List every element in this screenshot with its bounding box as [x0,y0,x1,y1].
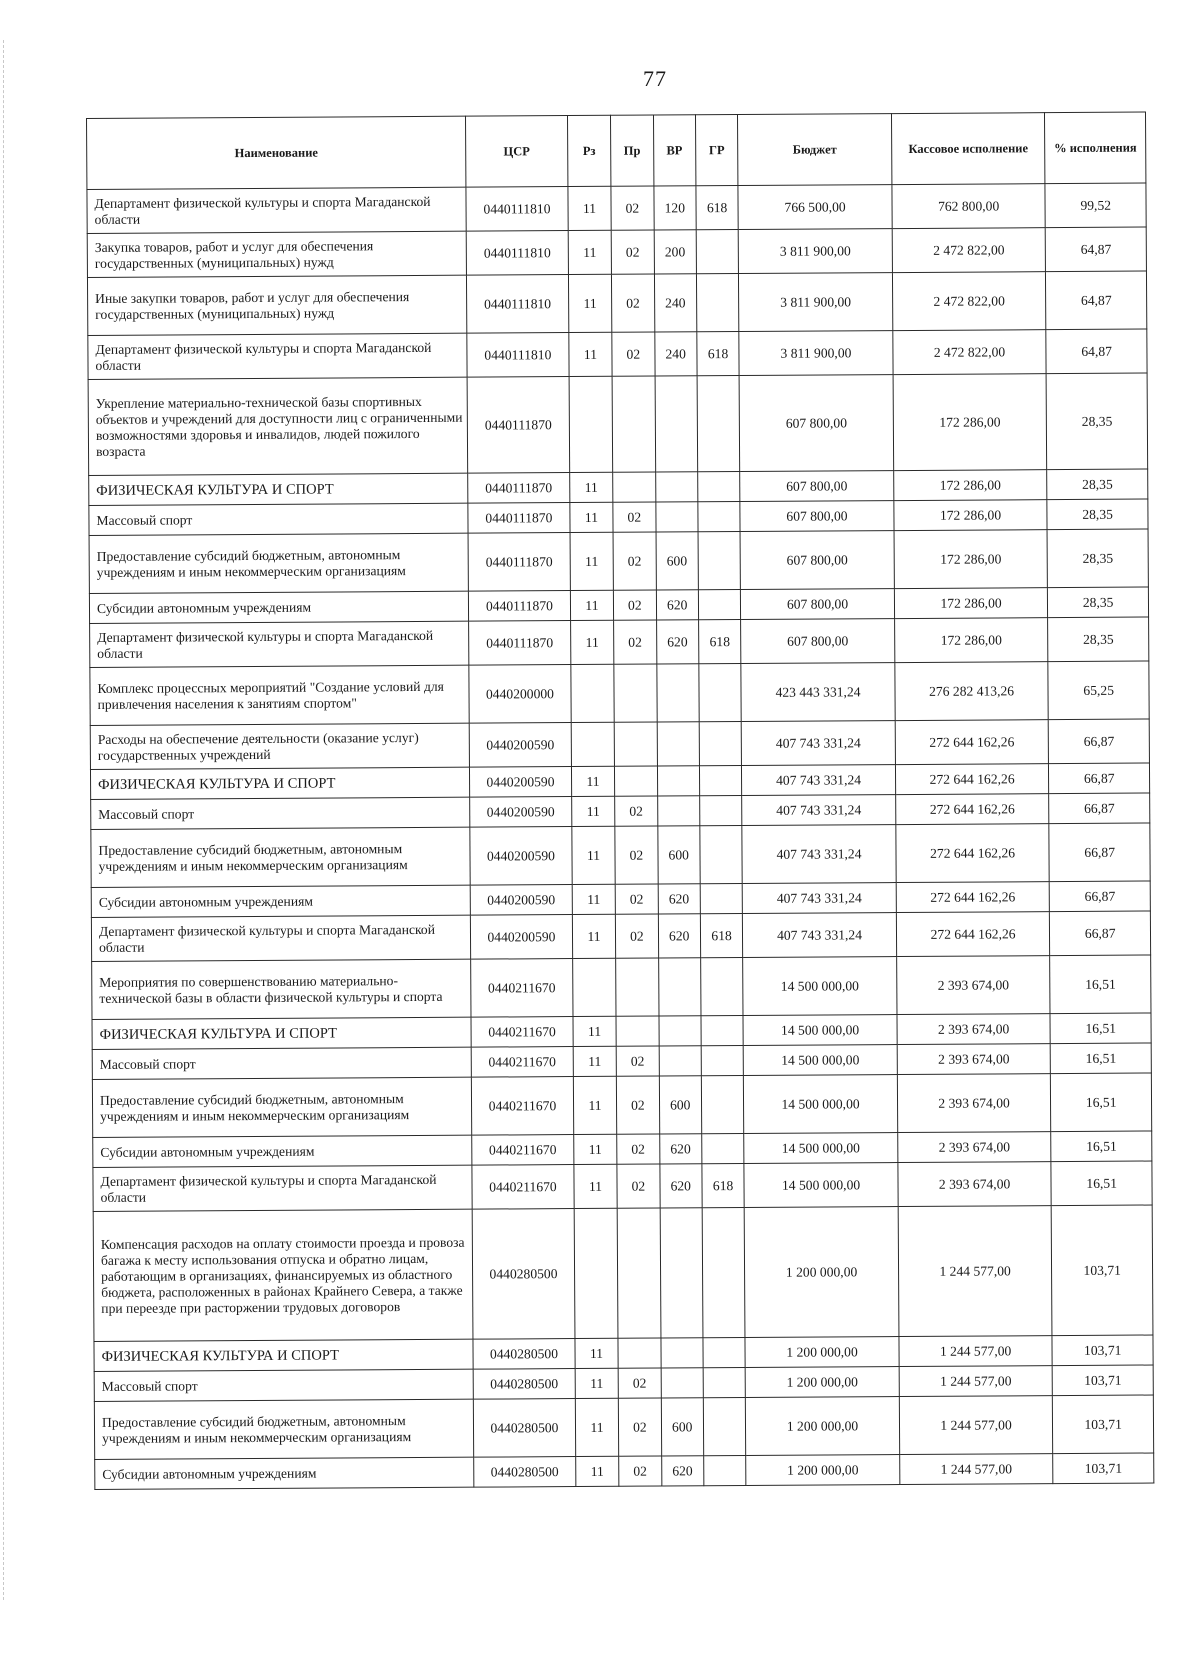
table-row [94,1395,1153,1459]
cell-cash: 172 286,00 [894,588,1048,619]
cell-pr: 02 [615,796,658,826]
cell-name: Предоставление субсидий бюджетным, автономным учреждениям и иным некоммерческим организациям [94,1399,473,1459]
cell-pr: 02 [612,274,655,332]
header-percent: % исполнения [1045,112,1146,184]
cell-percent: 64,87 [1046,271,1147,330]
cell-percent: 66,87 [1049,719,1150,764]
cell-name: ФИЗИЧЕСКАЯ КУЛЬТУРА И СПОРТ [94,1339,473,1371]
cell-cash: 272 644 162,26 [895,794,1049,825]
table-row [88,329,1147,379]
header-pr: Пр [611,115,654,186]
header-cash: Кассовое исполнение [891,113,1045,185]
cell-csr: 0440280500 [473,1339,575,1370]
cell-cash: 272 644 162,26 [896,912,1050,957]
cell-rz: 11 [572,884,616,914]
cell-percent: 16,51 [1051,1073,1152,1132]
cell-percent: 66,87 [1049,823,1150,882]
cell-pr [613,472,656,502]
cell-budget: 407 743 331,24 [742,825,896,884]
cell-name: Департамент физической культуры и спорта Магаданской области [91,915,470,961]
cell-rz: 11 [574,1164,618,1208]
cell-csr: 0440200590 [470,797,572,828]
cell-percent: 66,87 [1050,881,1151,912]
cell-name: Предоставление субсидий бюджетным, автономным учреждениям и иным некоммерческим организациям [89,533,468,593]
cell-percent: 28,35 [1047,499,1148,530]
cell-budget: 14 500 000,00 [744,1075,898,1134]
cell-csr: 0440200590 [470,827,572,886]
cell-vr: 620 [656,590,699,620]
cell-name: Департамент физической культуры и спорта Магаданской области [90,621,469,667]
cell-vr [655,376,698,472]
cell-gr [704,1455,747,1485]
cell-rz: 11 [575,1398,619,1456]
table-row [92,1073,1151,1137]
cell-cash: 172 286,00 [894,530,1048,589]
cell-vr: 620 [659,1164,702,1208]
cell-gr: 618 [700,914,743,958]
cell-rz: 11 [573,1046,617,1076]
cell-vr: 600 [661,1398,704,1456]
cell-gr [697,376,740,472]
cell-vr: 200 [654,230,697,274]
table-row [89,529,1148,593]
cell-gr [702,1207,745,1337]
cell-budget: 14 500 000,00 [743,957,897,1016]
cell-budget: 1 200 000,00 [746,1397,900,1456]
cell-percent: 103,71 [1052,1205,1153,1336]
cell-vr: 240 [654,274,697,332]
cell-rz: 11 [569,472,613,502]
cell-gr [703,1337,746,1367]
cell-rz [569,376,613,472]
cell-budget: 423 443 331,24 [741,663,895,722]
cell-vr [658,958,701,1016]
cell-vr [659,1016,702,1046]
cell-percent: 103,71 [1053,1453,1154,1484]
table-row [87,183,1146,233]
cell-percent: 28,35 [1046,373,1147,470]
cell-percent: 103,71 [1053,1395,1154,1454]
cell-cash: 2 472 822,00 [892,228,1046,273]
scan-edge-marks [3,40,6,1600]
cell-name: Закупка товаров, работ и услуг для обеспечения государственных (муниципальных) нужд [87,231,466,277]
cell-csr: 0440280500 [474,1457,576,1488]
table-row [90,719,1149,769]
header-budget: Бюджет [738,114,892,186]
cell-vr [657,722,700,766]
cell-gr [700,796,743,826]
cell-csr: 0440211670 [471,1077,573,1136]
cell-pr: 02 [613,502,656,532]
cell-csr: 0440211670 [472,1135,574,1166]
cell-name: ФИЗИЧЕСКАЯ КУЛЬТУРА И СПОРТ [90,767,469,799]
cell-csr: 0440111870 [468,503,570,534]
cell-gr [700,826,743,884]
cell-vr: 620 [658,914,701,958]
cell-rz: 11 [571,796,615,826]
table-row [92,955,1151,1019]
cell-budget: 3 811 900,00 [738,229,892,274]
cell-gr [701,1076,744,1134]
cell-pr: 02 [614,620,657,664]
cell-budget: 3 811 900,00 [739,273,893,332]
table-body [87,183,1154,1489]
cell-percent: 103,71 [1052,1335,1153,1366]
cell-rz: 11 [568,274,612,332]
cell-budget: 14 500 000,00 [744,1163,898,1208]
cell-pr: 02 [611,186,654,230]
cell-cash: 762 800,00 [892,184,1046,229]
cell-vr: 240 [654,332,697,376]
cell-percent: 16,51 [1050,1013,1151,1044]
cell-name: Расходы на обеспечение деятельности (оказание услуг) государственных учреждений [90,723,469,769]
cell-csr: 0440111870 [469,621,571,666]
cell-name: Мероприятия по совершенствованию материально-технической базы в области физической культуры и спорта [92,959,471,1019]
cell-cash: 2 393 674,00 [898,1132,1052,1163]
cell-percent: 66,87 [1049,763,1150,794]
table-row [93,1161,1152,1211]
cell-percent: 64,87 [1046,329,1147,374]
cell-percent: 16,51 [1051,1161,1152,1206]
cell-pr: 02 [616,1046,659,1076]
cell-cash: 172 286,00 [893,374,1047,471]
cell-gr: 618 [698,620,741,664]
cell-gr [703,1367,746,1397]
header-name: Наименование [87,116,467,189]
cell-cash: 172 286,00 [893,470,1047,501]
cell-cash: 2 393 674,00 [898,1162,1052,1207]
cell-cash: 1 244 577,00 [899,1336,1053,1367]
cell-budget: 407 743 331,24 [742,883,896,914]
cell-pr [614,664,657,722]
cell-vr: 620 [661,1456,704,1486]
cell-cash: 272 644 162,26 [896,882,1050,913]
cell-gr [699,722,742,766]
cell-budget: 607 800,00 [740,531,894,590]
cell-budget: 1 200 000,00 [744,1207,898,1338]
cell-vr [661,1368,704,1398]
table-row [90,661,1149,725]
cell-rz: 11 [570,620,614,664]
cell-budget: 14 500 000,00 [743,1045,897,1076]
cell-name: Массовый спорт [92,1047,471,1079]
table-row [91,911,1150,961]
cell-pr [616,958,659,1016]
cell-name: Компенсация расходов на оплату стоимости проезда и провоза багажа к месту использования отпуска и обратно лицам, работающим в организациях, финансируемых из областного бюджета, расположенных в районах Крайнего Севера, а также при переезде при расторжении трудовых договоров [93,1209,473,1341]
cell-budget: 407 743 331,24 [741,721,895,766]
header-rz: Рз [567,115,611,186]
cell-gr [698,502,741,532]
cell-vr [655,472,698,502]
cell-cash: 172 286,00 [894,500,1048,531]
cell-percent: 16,51 [1050,955,1151,1014]
cell-vr [656,664,699,722]
cell-pr [612,376,655,472]
header-vr: ВР [653,115,696,186]
cell-vr: 620 [659,1134,702,1164]
cell-name: Департамент физической культуры и спорта Магаданской области [93,1165,472,1211]
cell-gr [698,532,741,590]
cell-vr [660,1338,703,1368]
cell-rz [571,664,615,722]
cell-name: Иные закупки товаров, работ и услуг для обеспечения государственных (муниципальных) нужд [87,275,466,335]
cell-percent: 66,87 [1049,793,1150,824]
cell-name: ФИЗИЧЕСКАЯ КУЛЬТУРА И СПОРТ [89,473,468,505]
cell-vr [657,766,700,796]
cell-budget: 1 200 000,00 [746,1455,900,1486]
cell-budget: 607 800,00 [740,471,894,502]
cell-percent: 103,71 [1052,1365,1153,1396]
table-row [88,373,1148,475]
cell-percent: 28,35 [1048,617,1149,662]
cell-gr [696,274,739,332]
cell-rz [574,1208,618,1338]
cell-rz: 11 [569,332,613,376]
cell-budget: 407 743 331,24 [742,765,896,796]
cell-budget: 607 800,00 [740,501,894,532]
cell-gr [700,884,743,914]
cell-csr: 0440211670 [472,1165,574,1210]
cell-rz: 11 [570,590,614,620]
cell-gr [702,1133,745,1163]
cell-percent: 99,52 [1045,183,1146,228]
cell-rz [571,722,615,766]
cell-pr: 02 [617,1164,660,1208]
cell-pr: 02 [611,230,654,274]
cell-csr: 0440211670 [471,1047,573,1078]
cell-gr [699,664,742,722]
cell-gr [701,1016,744,1046]
cell-gr: 618 [696,186,739,230]
cell-cash: 1 244 577,00 [899,1454,1053,1485]
cell-name: Массовый спорт [89,503,468,535]
header-gr: ГР [695,115,738,186]
cell-budget: 14 500 000,00 [744,1133,898,1164]
cell-csr: 0440280500 [473,1399,575,1458]
cell-cash: 1 244 577,00 [899,1366,1053,1397]
table-row [91,823,1150,887]
cell-name: Массовый спорт [91,797,470,829]
cell-gr [696,230,739,274]
cell-pr: 02 [619,1398,662,1456]
cell-cash: 172 286,00 [894,618,1048,663]
cell-cash: 2 393 674,00 [896,956,1050,1015]
cell-gr [703,1397,746,1455]
cell-vr [655,502,698,532]
cell-name: Массовый спорт [94,1369,473,1401]
cell-name: Укрепление материально-технической базы спортивных объектов и учреждений для доступности лиц с ограниченными возможностями здоровья и инвалидов, людей пожилого возраста [88,377,468,475]
cell-vr: 600 [657,826,700,884]
cell-csr: 0440111870 [467,377,569,474]
cell-percent: 16,51 [1051,1043,1152,1074]
cell-rz: 11 [571,766,615,796]
cell-percent: 65,25 [1048,661,1149,720]
cell-name: Предоставление субсидий бюджетным, автономным учреждениям и иным некоммерческим организациям [92,1077,471,1137]
cell-budget: 14 500 000,00 [743,1015,897,1046]
cell-csr: 0440211670 [471,1017,573,1048]
cell-percent: 28,35 [1048,587,1149,618]
cell-percent: 28,35 [1047,469,1148,500]
cell-rz: 11 [570,502,614,532]
table-row [87,227,1146,277]
cell-budget: 607 800,00 [741,589,895,620]
cell-cash: 272 644 162,26 [895,764,1049,795]
cell-pr: 02 [616,914,659,958]
cell-name: ФИЗИЧЕСКАЯ КУЛЬТУРА И СПОРТ [92,1017,471,1049]
cell-vr: 600 [656,532,699,590]
cell-budget: 1 200 000,00 [745,1337,899,1368]
cell-name: Субсидии автономным учреждениям [95,1457,474,1489]
cell-pr [617,1208,660,1338]
cell-csr: 0440211670 [471,959,573,1018]
cell-gr [701,958,744,1016]
cell-rz: 11 [573,1134,617,1164]
cell-rz [572,958,616,1016]
cell-csr: 0440111870 [468,473,570,504]
cell-csr: 0440200000 [469,665,571,724]
cell-vr [659,1046,702,1076]
cell-gr [699,766,742,796]
cell-cash: 272 644 162,26 [896,824,1050,883]
table-row [90,617,1149,667]
cell-pr: 02 [615,884,658,914]
cell-budget: 1 200 000,00 [745,1367,899,1398]
cell-cash: 1 244 577,00 [898,1206,1052,1337]
cell-csr: 0440200590 [470,767,572,798]
cell-cash: 276 282 413,26 [895,662,1049,721]
cell-rz: 11 [573,1016,617,1046]
cell-csr: 0440111810 [466,231,568,276]
cell-pr: 02 [614,590,657,620]
cell-rz: 11 [570,532,614,590]
cell-gr: 618 [697,332,740,376]
cell-cash: 2 393 674,00 [897,1014,1051,1045]
cell-vr [660,1208,703,1338]
cell-percent: 66,87 [1050,911,1151,956]
cell-gr [698,590,741,620]
table-row [87,271,1146,335]
table-row [93,1205,1153,1341]
cell-csr: 0440111870 [468,533,570,592]
cell-rz: 11 [575,1368,619,1398]
cell-cash: 2 472 822,00 [893,330,1047,375]
cell-vr [657,796,700,826]
cell-gr: 618 [702,1163,745,1207]
cell-cash: 2 472 822,00 [892,272,1046,331]
cell-vr: 620 [658,884,701,914]
cell-pr [615,766,658,796]
cell-pr: 02 [618,1368,661,1398]
cell-budget: 607 800,00 [739,375,893,472]
page-number: 77 [643,66,667,91]
cell-cash: 2 393 674,00 [897,1074,1051,1133]
cell-vr: 120 [653,186,696,230]
cell-gr [701,1046,744,1076]
cell-csr: 0440200590 [470,885,572,916]
cell-name: Субсидии автономным учреждениям [89,591,468,623]
cell-pr [616,1016,659,1046]
cell-budget: 407 743 331,24 [743,913,897,958]
cell-budget: 766 500,00 [738,185,892,230]
cell-percent: 64,87 [1046,227,1147,272]
cell-name: Комплекс процессных мероприятий "Создание условий для привлечения населения к занятиям спортом" [90,665,469,725]
cell-pr: 02 [612,332,655,376]
cell-rz: 11 [575,1456,619,1486]
cell-pr: 02 [617,1134,660,1164]
cell-csr: 0440200590 [469,723,571,768]
cell-pr [618,1338,661,1368]
cell-cash: 2 393 674,00 [897,1044,1051,1075]
cell-csr: 0440111810 [466,187,568,232]
cell-budget: 3 811 900,00 [739,331,893,376]
cell-budget: 607 800,00 [741,619,895,664]
cell-csr: 0440111810 [467,333,569,378]
header-csr: ЦСР [466,116,568,188]
cell-budget: 407 743 331,24 [742,795,896,826]
cell-pr: 02 [613,532,656,590]
cell-gr [698,472,741,502]
cell-rz: 11 [568,230,612,274]
budget-execution-table [86,112,1154,1490]
cell-pr: 02 [615,826,658,884]
cell-vr: 620 [656,620,699,664]
cell-percent: 16,51 [1051,1131,1152,1162]
cell-name: Субсидии автономным учреждениям [93,1135,472,1167]
cell-cash: 272 644 162,26 [895,720,1049,765]
cell-name: Департамент физической культуры и спорта Магаданской области [88,333,467,379]
cell-csr: 0440280500 [473,1369,575,1400]
cell-name: Департамент физической культуры и спорта Магаданской области [87,187,466,233]
budget-sheet [86,118,1146,1490]
cell-pr [614,722,657,766]
cell-csr: 0440111870 [469,591,571,622]
table-row [95,1453,1154,1489]
cell-rz: 11 [575,1338,619,1368]
cell-vr: 600 [659,1076,702,1134]
cell-name: Предоставление субсидий бюджетным, автономным учреждениям и иным некоммерческим организациям [91,827,470,887]
cell-csr: 0440200590 [470,915,572,960]
cell-rz: 11 [573,1076,617,1134]
cell-csr: 0440111810 [467,275,569,334]
cell-pr: 02 [617,1076,660,1134]
cell-rz: 11 [572,914,616,958]
cell-rz: 11 [572,826,616,884]
cell-percent: 28,35 [1047,529,1148,588]
cell-csr: 0440280500 [472,1209,574,1340]
table-header-row [87,112,1146,189]
cell-name: Субсидии автономным учреждениям [91,885,470,917]
cell-pr: 02 [619,1456,662,1486]
cell-rz: 11 [568,186,612,230]
cell-cash: 1 244 577,00 [899,1396,1053,1455]
